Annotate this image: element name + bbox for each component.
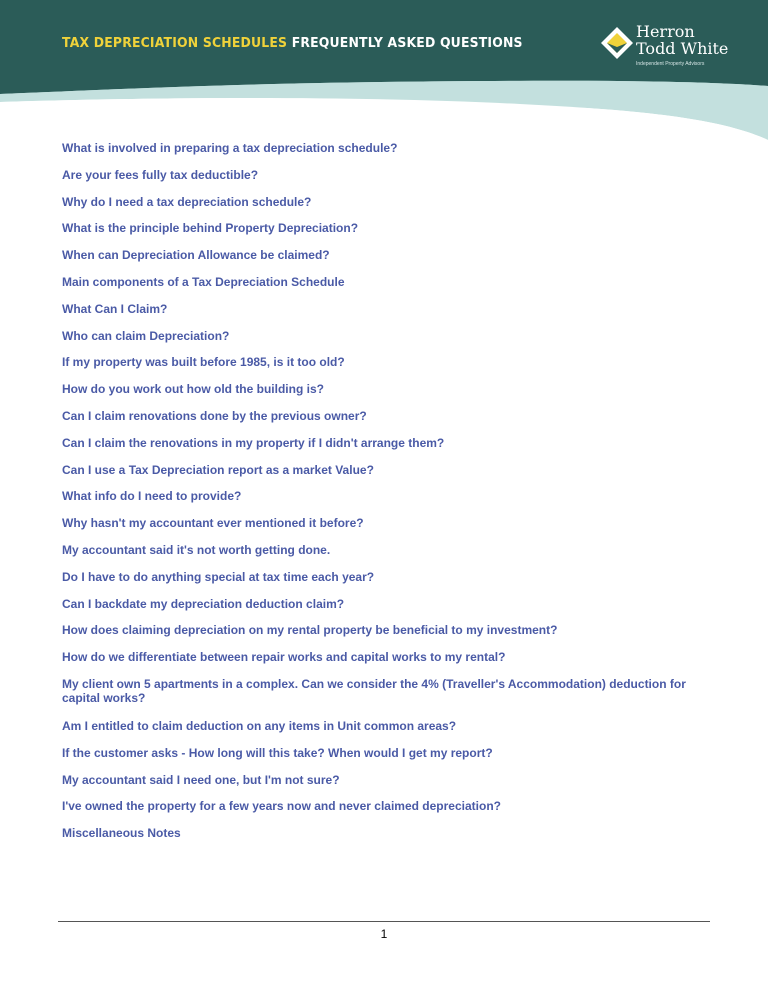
company-logo [600,20,730,72]
faq-item[interactable]: My client own 5 apartments in a complex. Can we consider the 4% (Traveller's Accommodation) deduction for capital works? [62,676,686,705]
faq-item[interactable]: What info do I need to provide? [62,489,242,504]
page-number: 1 [380,927,388,941]
faq-item[interactable]: Why hasn't my accountant ever mentioned it before? [62,516,364,531]
faq-item[interactable]: Can I claim renovations done by the previous owner? [62,408,367,423]
logo-name-line1: Herron [636,22,695,41]
faq-item[interactable]: How do you work out how old the building is? [62,382,324,397]
page-header [0,0,768,140]
faq-list [62,141,702,853]
faq-item[interactable]: When can Depreciation Allowance be claimed? [62,248,330,263]
faq-item[interactable]: Why do I need a tax depreciation schedule? [62,194,312,209]
faq-item[interactable]: How does claiming depreciation on my rental property be beneficial to my investment? [62,623,558,638]
faq-item[interactable]: My accountant said it's not worth getting done. [62,542,331,557]
faq-item[interactable]: If my property was built before 1985, is it too old? [62,355,345,370]
faq-item[interactable]: Do I have to do anything special at tax time each year? [62,569,375,584]
logo-name-line2: Todd White [636,39,729,58]
faq-item[interactable]: What Can I Claim? [62,301,168,316]
document-title [62,35,523,51]
title-main: FREQUENTLY ASKED QUESTIONS [287,35,523,51]
faq-item[interactable]: Main components of a Tax Depreciation Schedule [62,274,345,289]
logo-tagline: Independent Property Advisors [636,61,705,67]
faq-item[interactable]: Can I use a Tax Depreciation report as a market Value? [62,462,374,477]
faq-item[interactable]: Can I claim the renovations in my property if I didn't arrange them? [62,435,445,450]
faq-item[interactable]: How do we differentiate between repair works and capital works to my rental? [62,650,506,665]
faq-item[interactable]: What is the principle behind Property Depreciation? [62,221,359,236]
faq-item[interactable]: Are your fees fully tax deductible? [62,167,259,182]
faq-item[interactable]: Miscellaneous Notes [62,826,181,841]
faq-item[interactable]: My accountant said I need one, but I'm not sure? [62,772,340,787]
faq-item[interactable]: Can I backdate my depreciation deduction claim? [62,596,345,611]
diamond-icon [600,26,634,60]
faq-item[interactable]: If the customer asks - How long will this take? When would I get my report? [62,745,493,760]
faq-item[interactable]: What is involved in preparing a tax depreciation schedule? [62,141,398,155]
title-accent: TAX DEPRECIATION SCHEDULES [62,35,288,51]
faq-item[interactable]: Am I entitled to claim deduction on any items in Unit common areas? [62,718,457,733]
faq-item[interactable]: Who can claim Depreciation? [62,328,230,343]
footer-divider [58,921,710,922]
faq-item[interactable]: I've owned the property for a few years now and never claimed depreciation? [62,799,501,814]
